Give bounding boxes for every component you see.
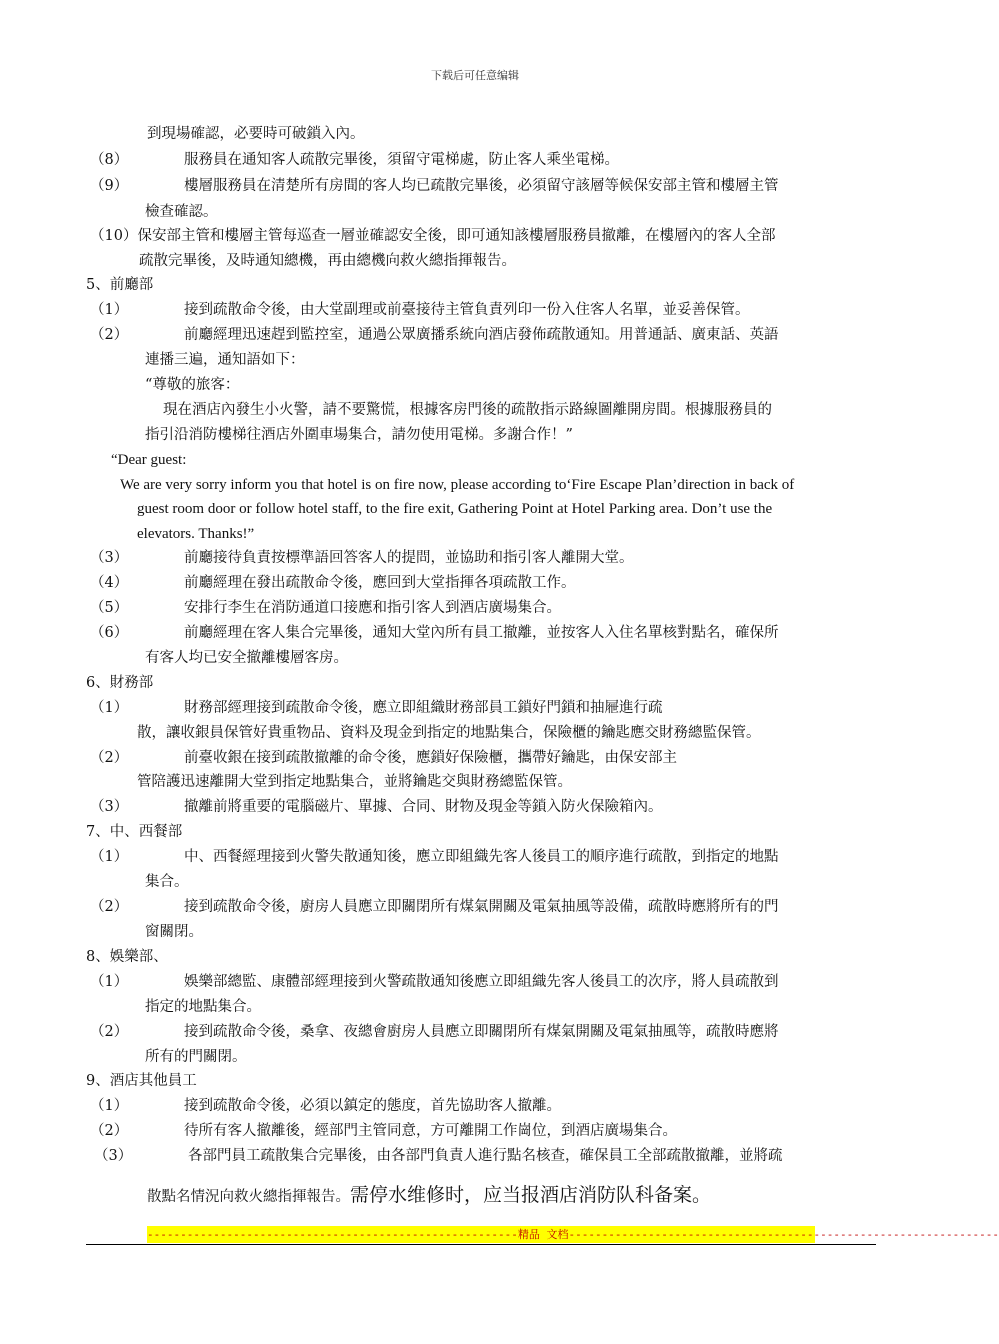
text-line: 有客人均已安全撤離樓層客房。 <box>145 650 348 666</box>
item-number: （1） <box>90 1098 129 1114</box>
item-number: （5） <box>90 600 129 616</box>
text-line: 前廳經理迅速趕到監控室，通過公眾廣播系統向酒店發佈疏散通知。用普通話、廣東話、英語 <box>184 327 779 343</box>
english-line: “Dear guest: <box>111 452 187 468</box>
english-line: guest room door or follow hotel staff, to the fire exit, Gathering Point at Hotel Parking area. Don’t use the <box>137 501 773 517</box>
text-line: 中、西餐經理接到火警失散通知後，應立即組織先客人後員工的順序進行疏散，到指定的地點 <box>184 849 779 865</box>
text-line: 前廳經理在發出疏散命令後，應回到大堂指揮各項疏散工作。 <box>184 575 576 591</box>
text-line: 安排行李生在消防通道口接應和指引客人到酒店廣場集合。 <box>184 600 561 616</box>
appended-note: 需停水维修时，应当报酒店消防队科备案。 <box>350 1184 712 1206</box>
page-header: 下载后可任意编辑 <box>431 69 519 82</box>
item-number: （1） <box>90 974 129 990</box>
text-line: 窗關閉。 <box>145 924 203 940</box>
text-line: 現在酒店內發生小火警，請不要驚慌，根據客房門後的疏散指示路線圖離開房間。根據服務員的 <box>163 402 772 418</box>
text-line: 前廳接待負責按標準語回答客人的提問，並協助和指引客人離開大堂。 <box>184 550 634 566</box>
english-line: We are very sorry inform you that hotel is on fire now, please according to‘Fire Escape Plan’direction in back of <box>120 477 795 493</box>
item-number: （9） <box>90 178 129 194</box>
section-heading: 5、前廳部 <box>86 277 154 293</box>
text-line: 財務部經理接到疏散命令後，應立即組織財務部員工鎖好門鎖和抽屜進行疏 <box>184 700 663 716</box>
text-line: 接到疏散命令後，必須以鎮定的態度，首先協助客人撤離。 <box>184 1098 561 1114</box>
item-number: （1） <box>90 700 129 716</box>
item-number: （6） <box>90 625 129 641</box>
item-number: （2） <box>90 899 129 915</box>
item-number: （8） <box>90 152 129 168</box>
text-line: 連播三遍，通知語如下： <box>145 352 305 368</box>
section-heading: 6、財務部 <box>86 675 154 691</box>
section-heading: 9、酒店其他員工 <box>86 1073 197 1089</box>
item-number: （3） <box>94 1148 133 1164</box>
item-number: （1） <box>90 849 129 865</box>
text-fragment: 散點名情況向救火總指揮報告。 <box>147 1189 350 1205</box>
text-line: 接到疏散命令後，廚房人員應立即關閉所有煤氣開關及電氣抽風等設備，疏散時應將所有的門 <box>184 899 779 915</box>
text-line: 娛樂部總監、康體部經理接到火警疏散通知後應立即組織先客人後員工的次序，將人員疏散到 <box>184 974 779 990</box>
item-number: （2） <box>90 1123 129 1139</box>
text-line: 到現場確認，必要時可破鎖入內。 <box>147 126 365 142</box>
item-number: （3） <box>90 799 129 815</box>
footer-banner: --------------------------------------------------------精品 文档----------------------------------------------------------------- <box>147 1228 999 1241</box>
item-number: （3） <box>90 550 129 566</box>
section-heading: 8、娛樂部、 <box>86 949 168 965</box>
item-number: （2） <box>90 327 129 343</box>
text-line: 待所有客人撤離後，經部門主管同意，方可離開工作崗位，到酒店廣場集合。 <box>184 1123 677 1139</box>
text-line: 管陪護迅速離開大堂到指定地點集合，並將鑰匙交與財務總監保管。 <box>137 774 572 790</box>
text-line: 前廳經理在客人集合完畢後，通知大堂內所有員工撤離，並按客人入住名單核對點名，確保所 <box>184 625 779 641</box>
text-line: 疏散完畢後，及時通知總機，再由總機向救火總指揮報告。 <box>139 253 516 269</box>
text-line: 服務員在通知客人疏散完畢後，須留守電梯處，防止客人乘坐電梯。 <box>184 152 619 168</box>
text-line: 接到疏散命令後，桑拿、夜總會廚房人員應立即關閉所有煤氣開關及電氣抽風等，疏散時應將 <box>184 1024 779 1040</box>
text-line: 散，讓收銀員保管好貴重物品、資料及現金到指定的地點集合，保險櫃的鑰匙應交財務總監保管。 <box>137 725 761 741</box>
text-line: 指定的地點集合。 <box>145 999 261 1015</box>
item-number: （2） <box>90 1024 129 1040</box>
item-number: （2） <box>90 750 129 766</box>
text-line <box>147 1182 711 1210</box>
text-line: 樓層服務員在清楚所有房間的客人均已疏散完畢後，必須留守該層等候保安部主管和樓層主管 <box>184 178 779 194</box>
text-line: 指引沿消防樓梯往酒店外圍車場集合，請勿使用電梯。多謝合作！” <box>145 427 573 443</box>
section-heading: 7、中、西餐部 <box>86 824 183 840</box>
text-line: “尊敬的旅客： <box>145 377 240 393</box>
text-line: 集合。 <box>145 874 189 890</box>
english-line: elevators. Thanks!” <box>137 526 255 542</box>
text-line: 接到疏散命令後，由大堂副理或前臺接待主管負責列印一份入住客人名單，並妥善保管。 <box>184 302 750 318</box>
text-line: （10）保安部主管和樓層主管每巡查一層並確認安全後，即可通知該樓層服務員撤離，在樓層內的客人全部 <box>90 228 776 244</box>
text-line: 各部門員工疏散集合完畢後，由各部門負責人進行點名核查，確保員工全部疏散撤離，並將疏 <box>188 1148 783 1164</box>
text-line: 檢查確認。 <box>145 204 218 220</box>
footer-rule <box>86 1244 876 1245</box>
text-line: 前臺收銀在接到疏散撤離的命令後，應鎖好保險櫃，攜帶好鑰匙，由保安部主 <box>184 750 677 766</box>
item-number: （4） <box>90 575 129 591</box>
text-line: 撤離前將重要的電腦磁片、單據、合同、財物及現金等鎖入防火保險箱內。 <box>184 799 663 815</box>
item-number: （1） <box>90 302 129 318</box>
text-line: 所有的門關閉。 <box>145 1049 247 1065</box>
